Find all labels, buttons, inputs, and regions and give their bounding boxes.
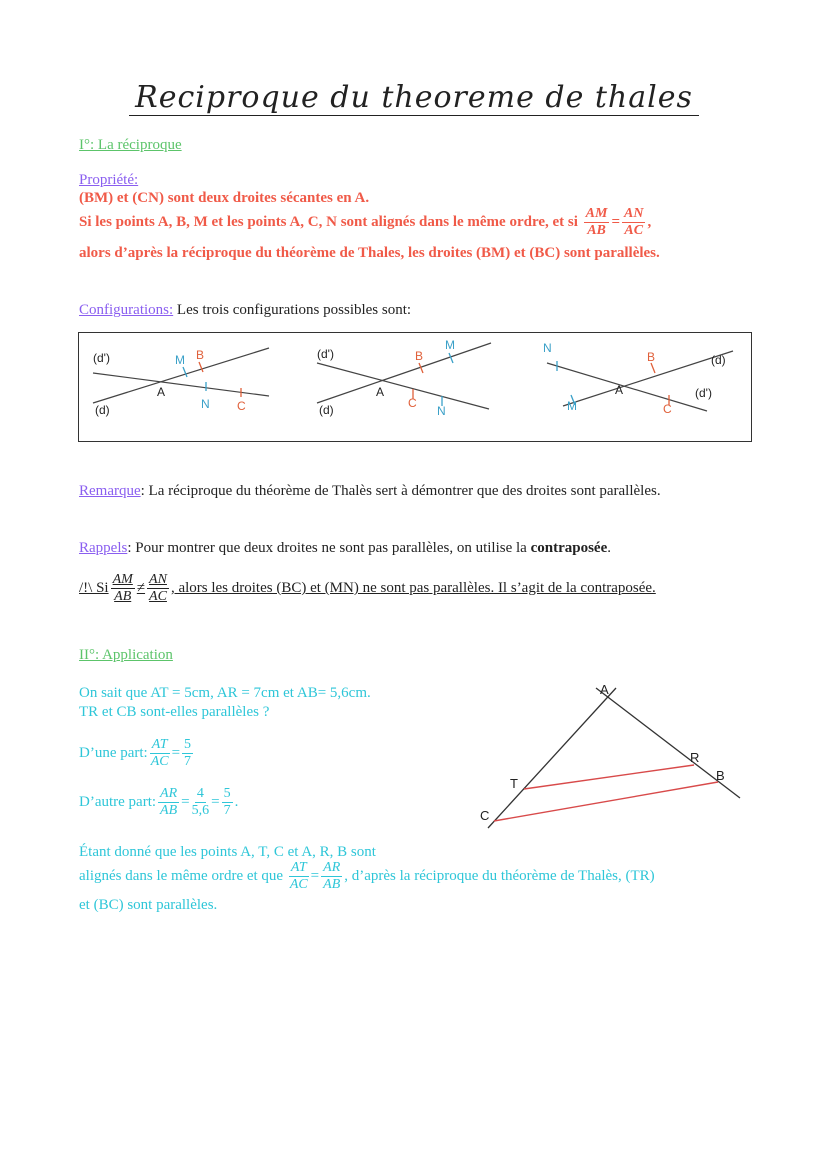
property-line1: (BM) et (CN) sont deux droites sécantes en A.	[79, 190, 370, 206]
conclusion-line2: alignés dans le même ordre et que $\frac{AT}{AC}$ = $\frac{AR}{AB}$ , d’après la réciproque du théorème de Thalès, (TR)	[79, 860, 655, 892]
label-A: A	[157, 385, 166, 399]
label-N: N	[437, 404, 446, 418]
label-B: B	[647, 350, 656, 364]
label-B: B	[716, 768, 725, 783]
label-A: A	[600, 682, 609, 697]
label-N: N	[201, 397, 210, 411]
property-label: Propriété:	[79, 172, 139, 188]
property-line2: Si les points A, B, M et les points A, C, N sont alignés dans le même ordre, et si $\frac{AM}{AB}$ = $\frac{AN}{AC}$ ,	[79, 206, 652, 238]
tick-B	[651, 363, 655, 373]
label-T: T	[510, 776, 518, 791]
label-B: B	[415, 349, 424, 363]
label-C: C	[480, 808, 490, 823]
tick-M	[449, 353, 453, 363]
tick-M	[183, 367, 187, 377]
line-d-prime	[93, 373, 269, 396]
tick-B	[199, 362, 203, 372]
fraction: $\frac{AT}{AC}$	[150, 737, 169, 769]
given-text: On sait que AT = 5cm, AR = 7cm et AB= 5,6cm. TR et CB sont-elles parallèles ?	[79, 685, 371, 720]
remarque: Remarque: La réciproque du théorème de Thalès sert à démontrer que des droites sont parallèles.	[79, 483, 661, 499]
label-R: R	[690, 750, 700, 765]
fraction: $\frac{AT}{AC}$	[289, 860, 308, 892]
configurations-figure	[78, 332, 752, 442]
fraction: $\frac{AR}{AB}$	[323, 860, 341, 892]
label-M: M	[567, 399, 577, 413]
fraction: $\frac{AM}{AB}$	[585, 206, 608, 238]
fraction: $\frac{4}{5,6}$	[191, 786, 210, 818]
line-d-prime	[317, 363, 489, 409]
label-C: C	[237, 399, 246, 413]
fraction: $\frac{AN}{AC}$	[624, 206, 644, 238]
section1-heading: I°: La réciproque	[79, 137, 182, 153]
label-d-prime: (d')	[317, 347, 334, 361]
page-title: Reciproque du theoreme de thales	[0, 80, 828, 115]
label-d-prime: (d')	[93, 351, 110, 365]
triangle-figure	[460, 670, 760, 840]
segment-tr	[524, 765, 694, 789]
label-M: M	[445, 338, 455, 352]
part2: D’autre part: $\frac{AR}{AB}$ = $\frac{4}{5,6}$ = $\frac{5}{7}$ .	[79, 786, 239, 818]
line-d	[317, 343, 491, 403]
conclusion-line3: et (BC) sont parallèles.	[79, 897, 218, 913]
configurations-line: Configurations: Les trois configurations possibles sont:	[79, 302, 412, 318]
fraction: $\frac{AR}{AB}$	[160, 786, 178, 818]
label-A: A	[376, 385, 385, 399]
property-line3: alors d’après la réciproque du théorème de Thales, les droites (BM) et (BC) sont parallèles.	[79, 245, 660, 261]
label-d: (d)	[711, 353, 726, 367]
warning-contraposee: /!\ Si $\frac{AM}{AB}$ ≠ $\frac{AN}{AC}$ , alors les droites (BC) et (MN) ne sont pas parallèles. Il s’agit de la contraposée.	[79, 572, 656, 604]
label-N: N	[543, 341, 552, 355]
fraction: $\frac{AN}{AC}$	[149, 572, 167, 604]
triangle-diagram	[460, 670, 760, 840]
fraction: $\frac{AM}{AB}$	[112, 572, 133, 604]
fraction: $\frac{5}{7}$	[223, 786, 231, 818]
fraction: $\frac{5}{7}$	[184, 737, 192, 769]
line-ac	[488, 688, 616, 828]
label-A: A	[615, 383, 624, 397]
label-d-prime: (d')	[695, 386, 712, 400]
label-M: M	[175, 353, 185, 367]
label-C: C	[663, 402, 672, 416]
label-d: (d)	[95, 403, 110, 417]
section2-heading: II°: Application	[79, 647, 173, 663]
rappels: Rappels: Pour montrer que deux droites ne sont pas parallèles, on utilise la contraposée.	[79, 540, 611, 556]
conclusion-line1: Étant donné que les points A, T, C et A, R, B sont	[79, 844, 376, 860]
label-B: B	[196, 348, 205, 362]
label-d: (d)	[319, 403, 334, 417]
label-C: C	[408, 396, 417, 410]
part1: D’une part: $\frac{AT}{AC}$ = $\frac{5}{7}$	[79, 737, 192, 769]
